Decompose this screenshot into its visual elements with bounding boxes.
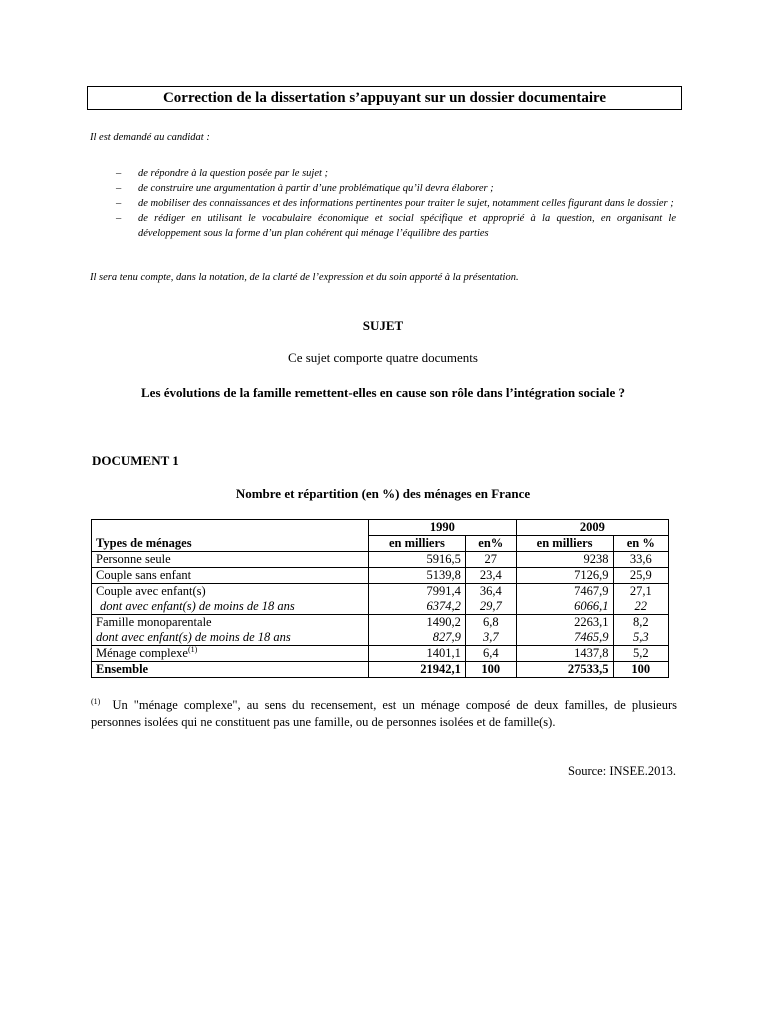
cell-milliers-1990: 21942,1 [369,662,466,678]
cell-milliers-1990: 5139,8 [369,568,466,584]
table-row [92,646,669,662]
footnote-marker: (1) [187,644,198,654]
row-label-cell [92,646,369,662]
header-pct-2009: en % [613,536,668,552]
row-label: Ménage complexe [96,646,188,660]
instruction-list [90,166,676,241]
cell-milliers-2009: 6066,1 [516,599,613,615]
households-table [91,519,669,678]
sujet-doc-count: Ce sujet comporte quatre documents [288,350,478,365]
cell-pct-2009: 100 [613,662,668,678]
sujet-question: Les évolutions de la famille remettent-elles en cause son rôle dans l’intégration sociale ? [141,385,625,400]
year-1990-header: 1990 [369,520,517,536]
cell-milliers-2009: 2263,1 [516,615,613,631]
instruction-item: – de construire une argumentation à partir d’une problématique qu’il devra élaborer ; [90,181,676,196]
year-header-row [92,520,669,536]
row-label: Famille monoparentale [92,615,369,631]
header-milliers-1990: en milliers [369,536,466,552]
row-label: dont avec enfant(s) de moins de 18 ans [92,599,369,615]
cell-pct-2009: 5,2 [613,646,668,662]
cell-milliers-1990: 827,9 [369,630,466,646]
cell-pct-1990: 23,4 [465,568,516,584]
table-row [92,568,669,584]
table-row [92,584,669,600]
cell-milliers-2009: 1437,8 [516,646,613,662]
cell-milliers-1990: 6374,2 [369,599,466,615]
intro-lead: Il est demandé au candidat : [90,132,210,143]
cell-pct-1990: 27 [465,552,516,568]
cell-pct-1990: 36,4 [465,584,516,600]
row-label: Couple avec enfant(s) [92,584,369,600]
source-citation: Source: INSEE.2013. [568,764,676,778]
cell-milliers-2009: 9238 [516,552,613,568]
row-label: dont avec enfant(s) de moins de 18 ans [92,630,369,646]
cell-milliers-1990: 1490,2 [369,615,466,631]
cell-pct-2009: 5,3 [613,630,668,646]
column-header-row [92,536,669,552]
cell-pct-1990: 29,7 [465,599,516,615]
header-type: Types de ménages [92,536,369,552]
empty-header-cell [92,520,369,536]
cell-pct-2009: 22 [613,599,668,615]
footnote-marker: (1) [91,697,101,706]
table-subrow [92,630,669,646]
notation-note: Il sera tenu compte, dans la notation, de la clarté de l’expression et du soin apporté à la présentation. [90,272,519,283]
table-title: Nombre et répartition (en %) des ménages en France [235,486,531,501]
cell-pct-2009: 25,9 [613,568,668,584]
cell-milliers-2009: 27533,5 [516,662,613,678]
cell-pct-2009: 27,1 [613,584,668,600]
cell-pct-2009: 8,2 [613,615,668,631]
sujet-heading: SUJET [362,318,404,333]
document-heading: DOCUMENT 1 [92,453,179,468]
cell-pct-2009: 33,6 [613,552,668,568]
row-label: Ensemble [92,662,369,678]
table-row [92,615,669,631]
table-row [92,552,669,568]
cell-pct-1990: 6,8 [465,615,516,631]
total-row [92,662,669,678]
instruction-item: – de répondre à la question posée par le sujet ; [90,166,676,181]
cell-milliers-2009: 7126,9 [516,568,613,584]
year-2009-header: 2009 [516,520,668,536]
cell-milliers-1990: 1401,1 [369,646,466,662]
instruction-item: – de mobiliser des connaissances et des informations pertinentes pour traiter le sujet, notamment celles figurant dans le dossier ; [90,196,676,211]
header-pct-1990: en% [465,536,516,552]
cell-pct-1990: 3,7 [465,630,516,646]
table-footnote [91,697,677,730]
cell-pct-1990: 6,4 [465,646,516,662]
header-milliers-2009: en milliers [516,536,613,552]
row-label: Couple sans enfant [92,568,369,584]
instruction-item: – de rédiger en utilisant le vocabulaire économique et social spécifique et approprié à la question, en organisant le développement sous la forme d’un plan cohérent qui ménage l’équilibre des parties [90,211,676,241]
page-title: Correction de la dissertation s’appuyant sur un dossier documentaire [87,86,682,110]
cell-milliers-2009: 7467,9 [516,584,613,600]
table-subrow [92,599,669,615]
cell-pct-1990: 100 [465,662,516,678]
row-label: Personne seule [92,552,369,568]
cell-milliers-1990: 5916,5 [369,552,466,568]
cell-milliers-1990: 7991,4 [369,584,466,600]
cell-milliers-2009: 7465,9 [516,630,613,646]
footnote-text: Un "ménage complexe", au sens du recensement, est un ménage composé de deux familles, de plusieurs personnes isolées qui ne constituent pas une famille, ou de personnes isolées et de famille(s). [91,698,678,729]
